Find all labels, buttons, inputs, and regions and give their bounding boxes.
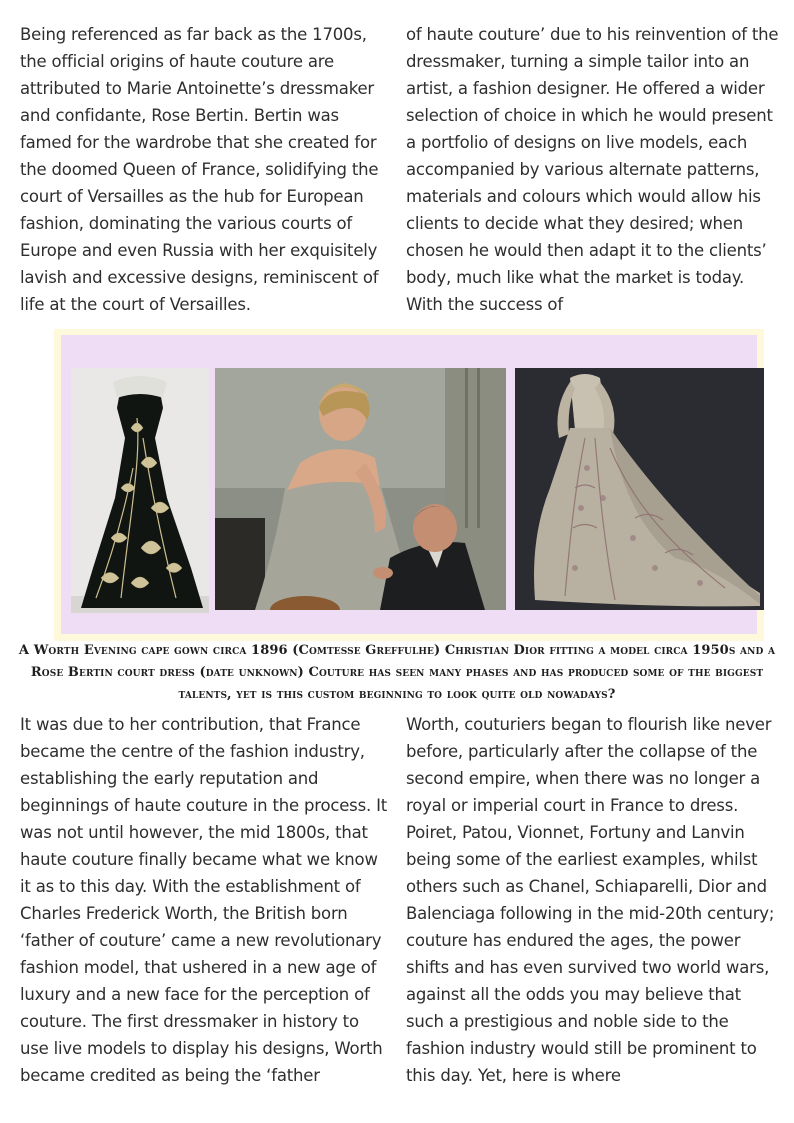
figure-panel [54,329,764,641]
article-column-top-left [20,21,390,318]
article-column-top-right [406,21,782,318]
photo-dior-fitting-model [215,368,506,610]
paragraph-bertin: Being referenced as far back as the 1700s, the official origins of haute couture are attributed to Marie Antoinette’s dressmaker and confidante, Rose Bertin. Bertin was famed for the wardrobe that she created for the doomed Queen of France, solidifying the court of Versailles as the hub for European fashion, dominating the various courts of Europe and even Russia with her exquisitely lavish and excessive designs, reminiscent of life at the court of Versailles. [20,25,379,314]
paragraph-worth-reinvention: of haute couture’ due to his reinvention of the dressmaker, turning a simple tailor into an artist, a fashion designer. He offered a wider selection of choice in which he would present a portfolio of designs on live models, each accompanied by various alternate patterns, materials and colours which would allow his clients to decide what they desired; when chosen he would then adapt it to the clients’ body, much like what the market is today. With the success of [406,25,779,314]
figure-background [61,335,757,634]
photo-bertin-court-dress [515,368,764,610]
paragraph-france-worth: It was due to her contribution, that France became the centre of the fashion industry, establishing the early reputation and beginnings of haute couture in the process. It was not until however, the mid 1800s, that haute couture finally became what we know it as to this day. With the establishment of Charles Frederick Worth, the British born ‘father of couture’ came a new revolutionary fashion model, that ushered in a new age of luxury and a new face for the perception of couture. The first dressmaker in history to use live models to display his designs, Worth became credited as being the ‘father [20,715,388,1085]
article-column-bottom-left [20,711,390,1089]
photo-worth-cape-gown [71,368,209,613]
figure-caption: A Worth Evening cape gown circa 1896 (Comtesse Greffulhe) Christian Dior fitting a model circa 1950s and a Rose Bertin court dress (date unknown) Couture has seen many phases and has produced some of the biggest talents, yet is this custom beginning to look quite old nowadays? [18,643,776,702]
article-column-bottom-right [406,711,782,1089]
paragraph-couturiers: Worth, couturiers began to flourish like never before, particularly after the collapse of the second empire, when there was no longer a royal or imperial court in France to dress. Poiret, Patou, Vionnet, Fortuny and Lanvin being some of the earliest examples, whilst others such as Chanel, Schiaparelli, Dior and Balenciaga following in the mid-20th century; couture has endured the ages, the power shifts and has even survived two world wars, against all the odds you may believe that such a prestigious and noble side to the fashion industry would still be prominent to this day. Yet, here is where [406,715,775,1085]
